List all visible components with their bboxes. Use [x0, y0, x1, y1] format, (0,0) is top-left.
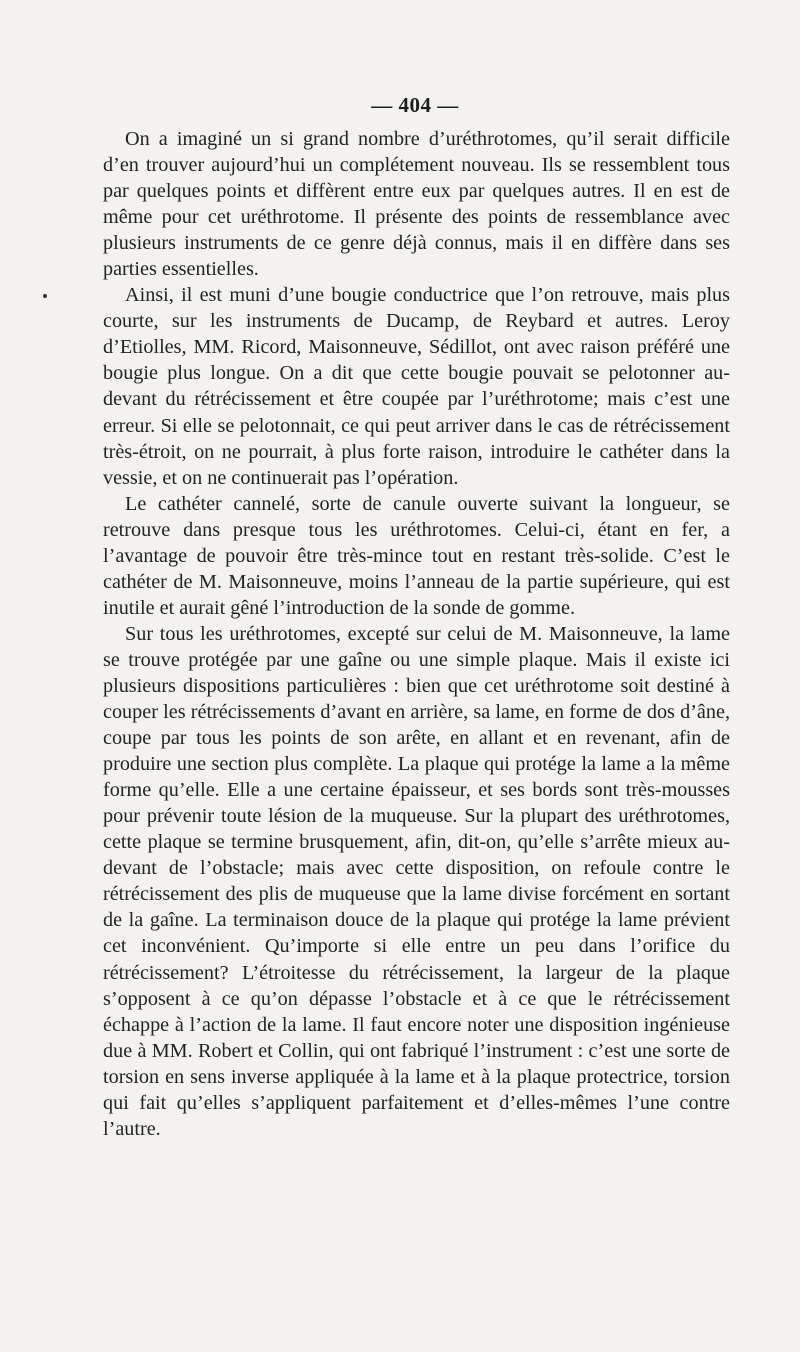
body-text — [103, 126, 730, 1142]
paragraph-3: Le cathéter cannelé, sorte de canule ouverte suivant la longueur, se retrouve dans presque tous les uréthrotomes. Celui-ci, étant en fer, a l’avantage de pouvoir être très-mince tout en restant très-solide. C’est le cathéter de M. Maisonneuve, moins l’anneau de la partie supérieure, qui est inutile et aurait gêné l’introduction de la sonde de gomme. — [103, 492, 730, 619]
page-number: — 404 — — [371, 93, 459, 117]
paragraph-2: Ainsi, il est muni d’une bougie conductrice que l’on retrouve, mais plus courte, sur les instruments de Ducamp, de Reybard et autres. Leroy d’Etiolles, MM. Ricord, Maisonneuve, Sédillot, ont avec raison préféré une bougie plus longue. On a dit que cette bougie pouvait se pelotonner au-devant du rétrécissement et être coupée par l’uréthrotome; mais c’est une erreur. Si elle se pelotonnait, ce qui peut arriver dans le cas de rétrécissement très-étroit, on ne pourrait, à plus forte raison, introduire le cathéter dans la vessie, et on ne continuerait pas l’opération. — [103, 284, 730, 489]
paragraph-1: On a imaginé un si grand nombre d’uréthrotomes, qu’il serait difficile d’en trouver aujourd’hui un complétement nouveau. Ils se ressemblent tous par quelques points et diffèrent entre eux par quelques autres. Il en est de même pour cet uréthrotome. Il présente des points de ressemblance avec plusieurs instruments de ce genre déjà connus, mais il en diffère dans ses parties essentielles. — [103, 128, 730, 281]
paragraph-4: Sur tous les uréthrotomes, excepté sur celui de M. Maisonneuve, la lame se trouve protégée par une gaîne ou une simple plaque. Mais il existe ici plusieurs dispositions particulières : bien que cet uréthrotome soit destiné à couper les rétrécissements d’avant en arrière, sa lame, en forme de dos d’âne, coupe par tous les points de son arête, en allant et en revenant, afin de produire une section plus complète. La plaque qui protége la lame a la même forme qu’elle. Elle a une certaine épaisseur, et ses bords sont très-mousses pour prévenir toute lésion de la muqueuse. Sur la plupart des uréthrotomes, cette plaque se termine brusquement, afin, dit-on, qu’elle s’arrête mieux au-devant de l’obstacle; mais avec cette disposition, on refoule contre le rétrécissement des plis de muqueuse que la lame divise forcément en sortant de la gaîne. La terminaison douce de la plaque qui protége la lame prévient cet inconvénient. Qu’importe si elle entre un peu dans l’orifice du rétrécissement? L’étroitesse du rétrécissement, la largeur de la plaque s’opposent à ce qu’on dépasse l’obstacle et à ce que le rétrécissement échappe à l’action de la lame. Il faut encore noter une disposition ingénieuse due à MM. Robert et Collin, qui ont fabriqué l’instrument : c’est une sorte de torsion en sens inverse appliquée à la lame et à la plaque protectrice, torsion qui fait qu’elles s’appliquent parfaitement et d’elles-mêmes l’une contre l’autre. — [103, 622, 730, 1140]
ink-speck — [43, 294, 47, 298]
